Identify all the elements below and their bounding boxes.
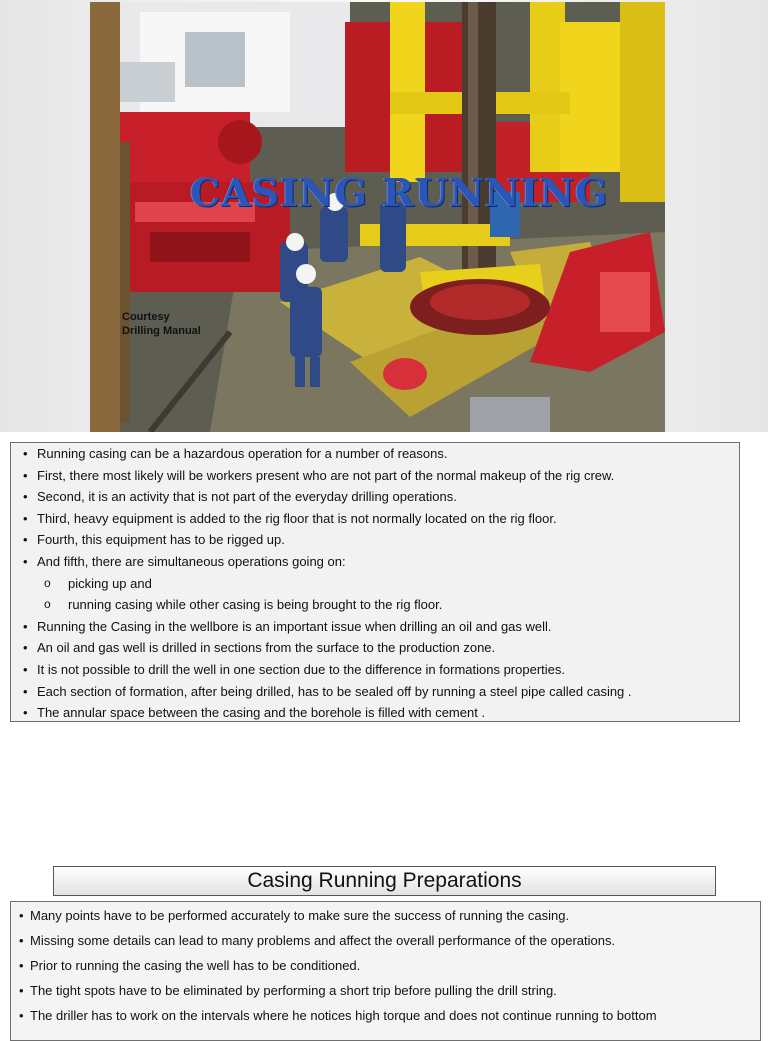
bullet-item: • Fourth, this equipment has to be rigged up.: [19, 529, 731, 551]
bullet-item: • The annular space between the casing and the borehole is filled with cement .: [19, 702, 731, 724]
preparations-bullet-box: [10, 901, 761, 1041]
bullet-item: • The tight spots have to be eliminated by performing a short trip before pulling the drill string.: [19, 978, 752, 1003]
bullet-item: • Many points have to be performed accurately to make sure the success of running the casing.: [19, 903, 752, 928]
casing-running-bullet-box: [10, 442, 740, 722]
preparations-bullets: [19, 903, 752, 1028]
sub-bullet-item: o running casing while other casing is being brought to the rig floor.: [19, 594, 731, 616]
bullet-item: • An oil and gas well is drilled in sections from the surface to the production zone.: [19, 637, 731, 659]
rig-floor-illustration: [90, 2, 665, 432]
preparations-title: Casing Running Preparations: [53, 866, 716, 896]
casing-running-bullets: [19, 443, 731, 724]
bullet-item: • First, there most likely will be workers present who are not part of the normal makeup of the rig crew.: [19, 465, 731, 487]
bullet-item: • Running the Casing in the wellbore is an important issue when drilling an oil and gas well.: [19, 616, 731, 638]
bullet-item: • Missing some details can lead to many problems and affect the overall performance of the operations.: [19, 928, 752, 953]
courtesy-line-1: Courtesy: [122, 311, 170, 323]
bullet-item: • The driller has to work on the intervals where he notices high torque and does not continue running to bottom: [19, 1003, 752, 1028]
bullet-item: • It is not possible to drill the well in one section due to the difference in formations properties.: [19, 659, 731, 681]
bullet-item: • And fifth, there are simultaneous operations going on:: [19, 551, 731, 573]
courtesy-line-2: Drilling Manual: [122, 325, 201, 337]
sub-bullet-item: o picking up and: [19, 573, 731, 595]
courtesy-credit: [122, 310, 201, 338]
bullet-item: • Each section of formation, after being drilled, has to be sealed off by running a steel pipe called casing .: [19, 681, 731, 703]
bullet-item: • Prior to running the casing the well has to be conditioned.: [19, 953, 752, 978]
bullet-item: • Third, heavy equipment is added to the rig floor that is not normally located on the rig floor.: [19, 508, 731, 530]
slide-title: CASING RUNNING: [190, 170, 609, 215]
slide-casing-running: [0, 0, 768, 432]
rig-floor-photo: [90, 2, 665, 432]
bullet-item: • Second, it is an activity that is not part of the everyday drilling operations.: [19, 486, 731, 508]
bullet-item: • Running casing can be a hazardous operation for a number of reasons.: [19, 443, 731, 465]
